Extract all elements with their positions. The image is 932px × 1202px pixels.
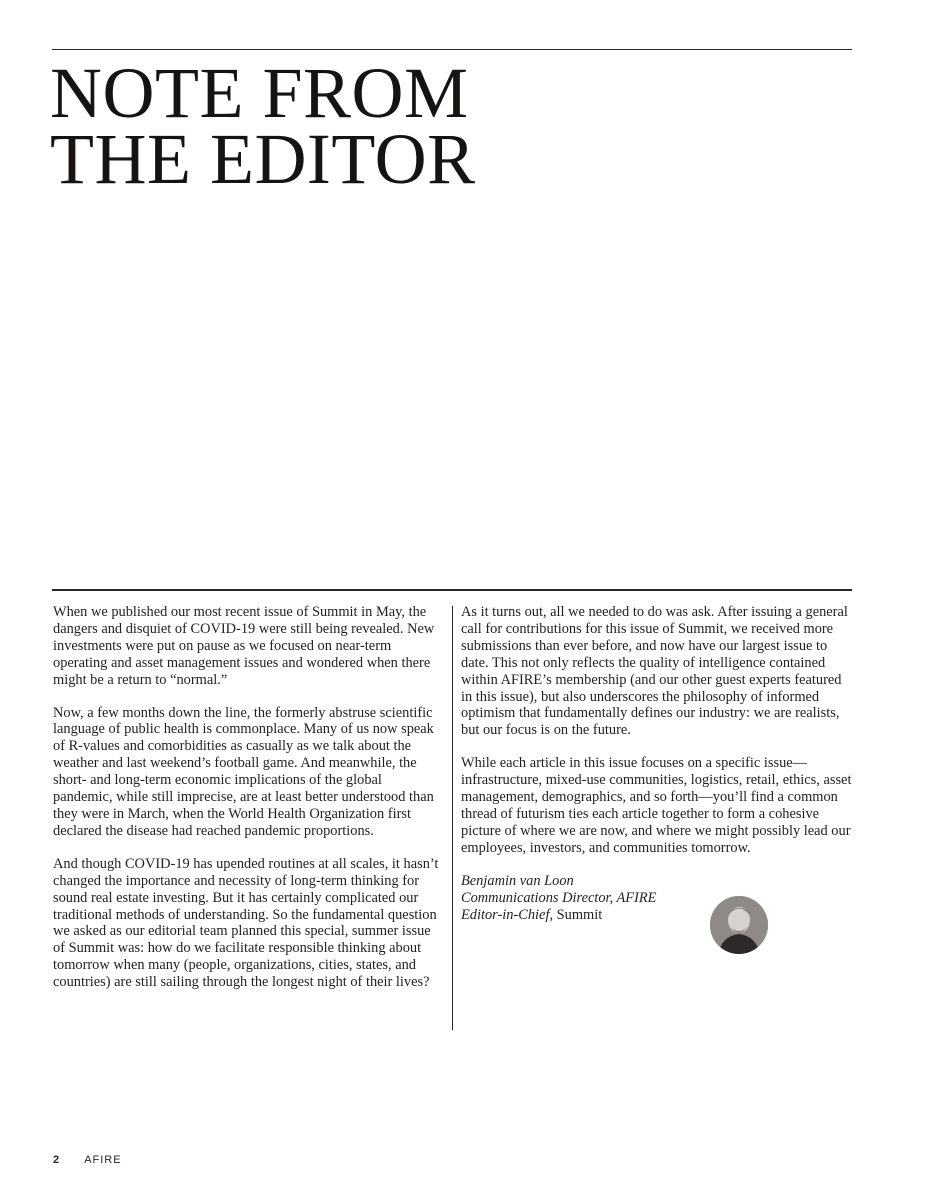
paragraph: When we published our most recent issue of Summit in May, the dangers and disquiet of COVID-19 were still being revealed. New investments were put on pause as we focused on near-term operating and asset management issues and wondered when there might be a return to “normal.” — [53, 604, 435, 688]
signature-publication: Summit — [556, 906, 603, 923]
signature — [461, 873, 853, 924]
paragraph: As it turns out, all we needed to do was ask. After issuing a general call for contributions for this issue of Summit, we received more submissions than ever before, and now have our largest issue to date. This not only reflects the quality of intelligence contained within AFIRE’s membership (and our other guest experts featured in this issue), but also underscores the philosophy of informed optimism that fundamentally defines our industry: we are realists, but our focus is on the future. — [461, 604, 848, 739]
left-column — [53, 604, 445, 1007]
column-divider — [452, 606, 453, 1030]
page-title — [50, 53, 476, 199]
signature-name: Benjamin van Loon — [461, 872, 574, 889]
paragraph: Now, a few months down the line, the formerly abstruse scientific language of public health is commonplace. Many of us now speak of R-values and comorbidities as casually as we talk about the weather and last weekend’s football game. And meanwhile, the short- and long-term economic implications of the global pandemic, while still imprecise, are at least better understood than they were in March, when the World Health Organization first declared the disease had reached pandemic proportions. — [53, 704, 434, 839]
author-avatar — [710, 896, 768, 954]
footer-brand: AFIRE — [84, 1154, 122, 1166]
right-column — [461, 604, 853, 924]
top-rule — [52, 49, 852, 50]
signature-editor-role: Editor-in-Chief, — [461, 906, 554, 923]
page-number: 2 — [53, 1154, 60, 1166]
title-line-1: NOTE FROM — [50, 53, 469, 133]
paragraph: While each article in this issue focuses on a specific issue—infrastructure, mixed-use communities, logistics, retail, ethics, asset management, demographics, and so forth—you’ll find a common thread of futurism ties each article together to form a cohesive picture of where we are now, and where we might possibly lead our employees, investors, and communities tomorrow. — [461, 755, 852, 856]
section-rule — [52, 589, 852, 591]
title-line-2: THE EDITOR — [50, 119, 476, 199]
author-portrait-icon — [710, 896, 768, 954]
paragraph: And though COVID-19 has upended routines at all scales, it hasn’t changed the importance and necessity of long-term thinking for sound real estate investing. But it has certainly complicated our traditional methods of understanding. So the fundamental question we asked as our editorial team planned this special, summer issue of Summit was: how do we facilitate responsible thinking about tomorrow when many (people, organizations, cities, states, and countries) are still sailing through the longest night of their lives? — [53, 855, 439, 991]
page-footer — [53, 1154, 122, 1166]
signature-role: Communications Director, AFIRE — [461, 889, 657, 906]
signature-editor-line — [461, 907, 853, 924]
